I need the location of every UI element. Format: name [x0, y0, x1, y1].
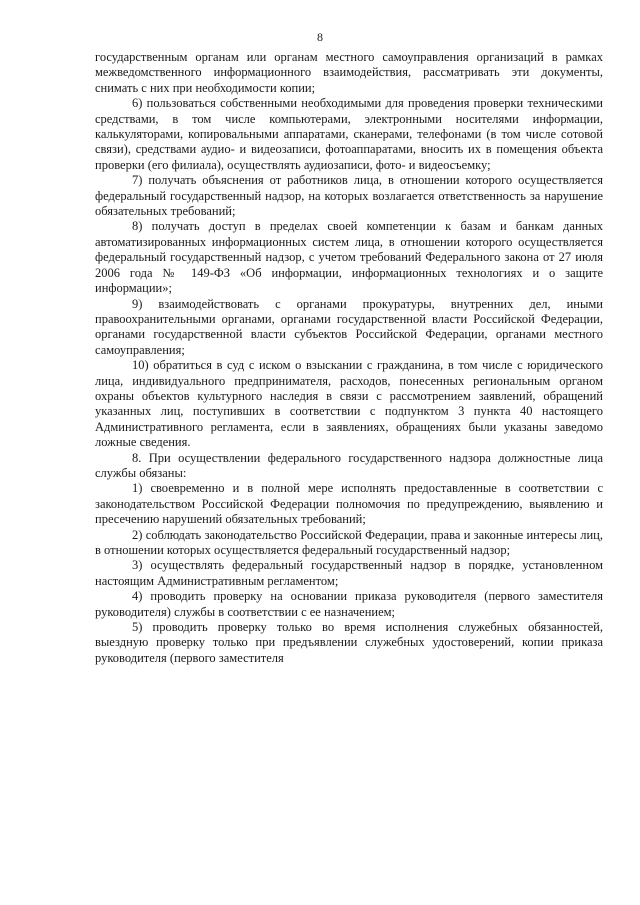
paragraph-item-6: 6) пользоваться собственными необходимыми для проведения проверки техническими средствами, в том числе компьютерами, электронными носителями информации, калькуляторами, копировальными аппаратами, сканерами, телефонами (в том числе сотовой связи), средствами аудио- и видеозаписи, фотоаппаратами, вносить их в помещения объекта проверки (его филиала), осуществлять аудиозаписи, фото- и видеосъемку;	[95, 96, 603, 172]
document-body	[95, 50, 603, 666]
paragraph-item-9: 9) взаимодействовать с органами прокуратуры, внутренних дел, иными правоохранительными органами, органами государственной власти Российской Федерации, органами государственной власти субъектов Российской Федерации, органами местного самоуправления;	[95, 296, 603, 357]
duty-item-5: 5) проводить проверку только во время исполнения служебных обязанностей, выездную проверку только при предъявлении служебных удостоверений, копии приказа руководителя (первого заместителя	[95, 620, 603, 665]
paragraph-continuation: государственным органам или органам местного самоуправления организаций в рамках межведомственного информационного взаимодействия, рассматривать эти документы, снимать с них при необходимости копии;	[95, 50, 603, 95]
duty-item-2: 2) соблюдать законодательство Российской Федерации, права и законные интересы лиц, в отношении которых осуществляется федеральный государственный надзор;	[95, 527, 603, 557]
paragraph-item-10: 10) обратиться в суд с иском о взыскании с гражданина, в том числе с юридического лица, индивидуального предпринимателя, расходов, понесенных региональным органом охраны объектов культурного наследия в связи с рассмотрением заявлений, обращений указанных лиц, поступивших в соответствии с подпунктом 3 пункта 40 настоящего Административного регламента, если в заявлениях, обращениях были указаны заведомо ложные сведения.	[95, 358, 603, 450]
paragraph-item-8: 8) получать доступ в пределах своей компетенции к базам и банкам данных автоматизированных информационных систем лица, в отношении которого осуществляется федеральный государственный надзор, с учетом требований Федерального закона от 27 июля 2006 года № 149-ФЗ «Об информации, информационных технологиях и о защите информации»;	[95, 219, 603, 296]
section-8-heading: 8. При осуществлении федерального государственного надзора должностные лица службы обязаны:	[95, 450, 603, 480]
paragraph-item-7: 7) получать объяснения от работников лица, в отношении которого осуществляется федеральный государственный надзор, на которых возлагается ответственность за нарушение обязательных требований;	[95, 173, 603, 219]
duty-item-4: 4) проводить проверку на основании приказа руководителя (первого заместителя руководителя) службы в соответствии с ее назначением;	[95, 589, 603, 619]
page-number: 8	[317, 30, 323, 44]
duty-item-3: 3) осуществлять федеральный государственный надзор в порядке, установленном настоящим Административным регламентом;	[95, 558, 603, 588]
duty-item-1: 1) своевременно и в полной мере исполнять предоставленные в соответствии с законодательством Российской Федерации полномочия по предупреждению, выявлению и пресечению нарушений обязательных требований;	[95, 481, 603, 527]
